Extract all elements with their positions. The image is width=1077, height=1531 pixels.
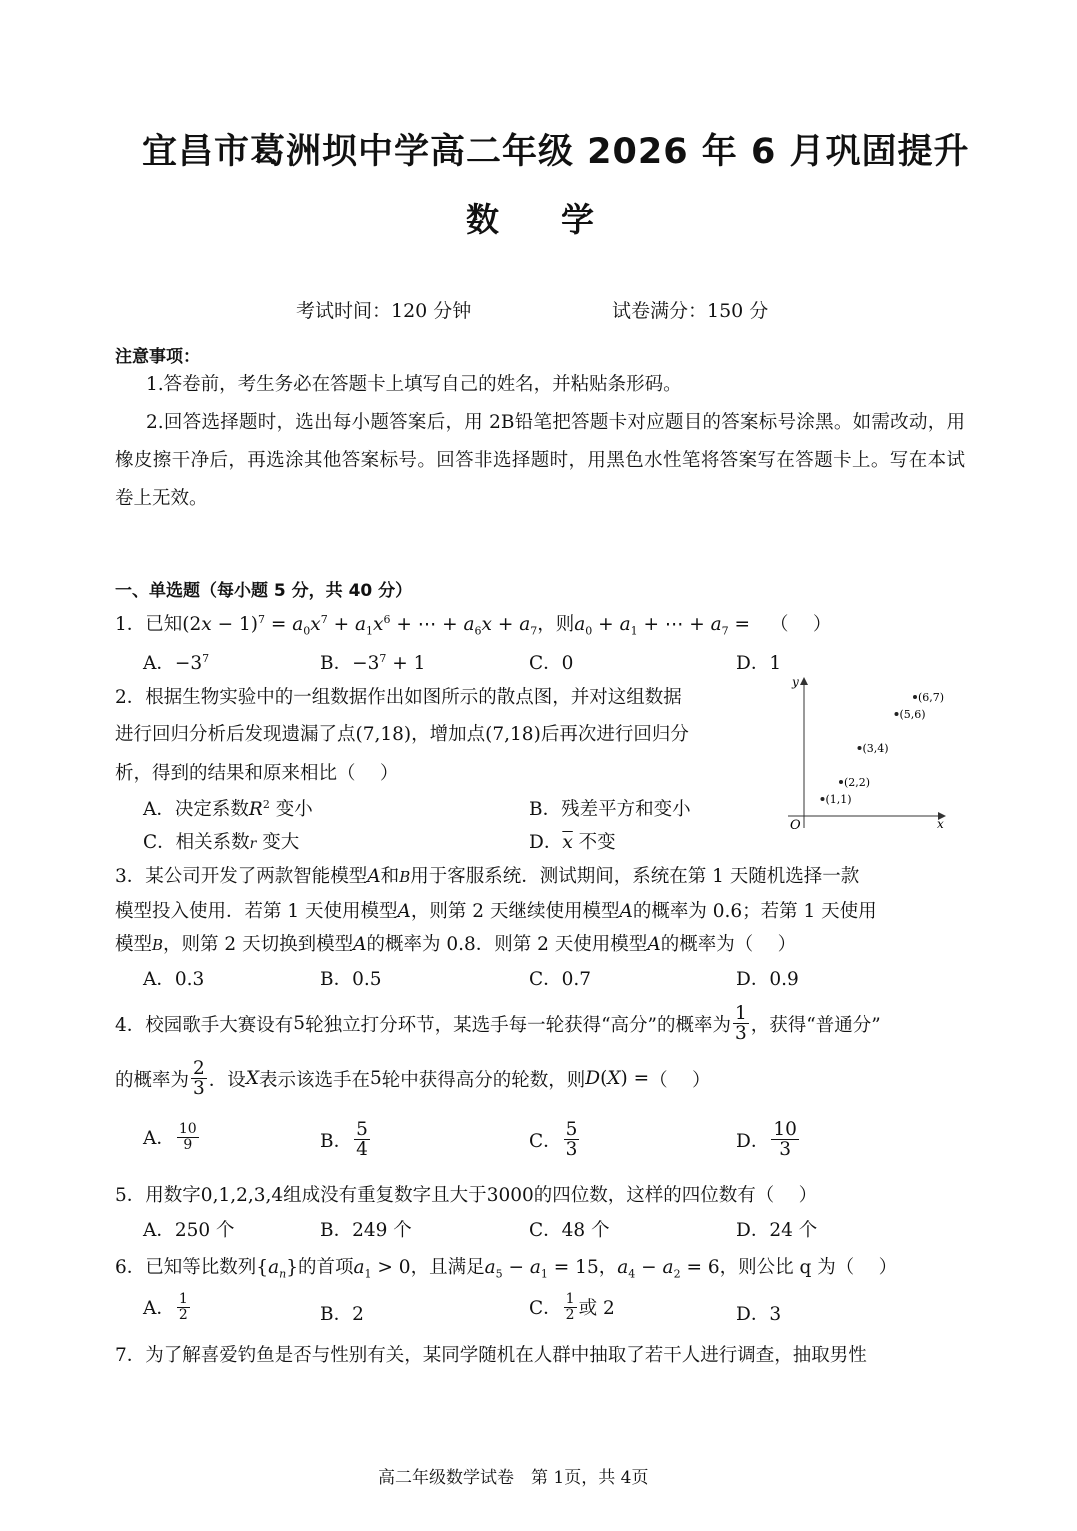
q5-option-d: D．24 个 bbox=[736, 1220, 818, 1241]
question-text: ，则第 2 天切换到模型 bbox=[163, 934, 354, 955]
x-axis-label: x bbox=[937, 817, 944, 831]
option-label: D． bbox=[736, 1130, 770, 1152]
option-label: A． bbox=[143, 1128, 175, 1150]
q5-option-b: B．249 个 bbox=[320, 1220, 412, 1241]
q3-option-a: A．0.3 bbox=[143, 969, 205, 990]
question-6 bbox=[115, 1253, 897, 1281]
answer-paren: （ ） bbox=[770, 614, 832, 635]
question-text: 的概率为（ ） bbox=[660, 934, 797, 955]
math-point: (7,18) bbox=[355, 724, 412, 745]
math-expression: $a_0 + a_1$ + ⋯ + $a_7$ = bbox=[574, 614, 751, 638]
question-text: 的概率为 bbox=[115, 1069, 190, 1091]
question-text: ，获得“普通分” bbox=[750, 1014, 881, 1036]
math-expression: $\{a_n\}$ bbox=[256, 1257, 298, 1281]
math-expression: $a_1 > 0$ bbox=[353, 1257, 411, 1281]
q2-option-b: B．残差平方和变小 bbox=[529, 799, 691, 820]
option-label: C． bbox=[529, 1298, 562, 1320]
question-text: 的概率为 0.8．则第 2 天使用模型 bbox=[366, 934, 648, 955]
question-text: 的四位数，这样的四位数有（ ） bbox=[533, 1185, 818, 1206]
question-text: 轮独立打分环节，某选手每一轮获得“高分”的概率为 bbox=[305, 1014, 731, 1036]
exam-title: 宜昌市葛洲坝中学高二年级 2026 年 6 月巩固提升 bbox=[142, 132, 970, 172]
scatter-point-label: (5,6) bbox=[899, 708, 926, 721]
q5-option-c: C．48 个 bbox=[529, 1220, 610, 1241]
question-2-line-1 bbox=[115, 683, 682, 709]
question-text: 的首项 bbox=[297, 1257, 354, 1278]
fraction-one-half: $\frac{1}{2}$ bbox=[178, 1291, 188, 1323]
q6-option-d: D．3 bbox=[736, 1304, 782, 1325]
question-number: 3． bbox=[115, 866, 146, 887]
q6-option-b: B．2 bbox=[320, 1304, 364, 1325]
question-number: 5． bbox=[115, 1185, 146, 1206]
scatter-point bbox=[858, 746, 862, 750]
question-number: 1． bbox=[115, 614, 146, 635]
math-expression: $(2x - 1)^7 = a_0x^7 + a_1x^6$ + ⋯ + $a_6x + a_7$ bbox=[182, 612, 538, 638]
question-text: 组成没有重复数字且大于 bbox=[283, 1185, 487, 1206]
question-4-line-2: 的概率为 $\frac{2}{3}$ ．设 X 表示该选手在 5 轮中获得高分的轮数，则 D(X) = （ ） bbox=[115, 1058, 711, 1100]
option-label: A． bbox=[143, 653, 175, 674]
question-4-line-1: 4． 校园歌手大赛设有 5 轮独立打分环节，某选手每一轮获得“高分”的概率为 $\frac{1}{3}$ ，获得“普通分” bbox=[115, 1003, 881, 1045]
scatter-point bbox=[821, 797, 825, 801]
question-text: 和 bbox=[380, 866, 400, 887]
notice-item-1: 1.答卷前，考生务必在答题卡上填写自己的姓名，并粘贴条形码。 bbox=[146, 374, 682, 395]
fraction: $\frac{10}{9}$ bbox=[178, 1121, 197, 1153]
exam-time: 考试时间：120 分钟 bbox=[296, 300, 472, 322]
option-label: A． bbox=[143, 1298, 175, 1320]
question-text: 为了解喜爱钓鱼是否与性别有关，某同学随机在人群中抽取了若干人进行调查，抽取男性 bbox=[145, 1345, 867, 1366]
question-text: ，则 bbox=[537, 614, 575, 635]
full-score: 试卷满分：150 分 bbox=[612, 300, 769, 322]
y-axis-label: y bbox=[792, 675, 799, 689]
notice-heading: 注意事项： bbox=[115, 347, 200, 367]
question-number: 4． bbox=[115, 1014, 146, 1036]
question-text: 某公司开发了两款智能模型 bbox=[145, 866, 368, 887]
page-footer: 高二年级数学试卷 第 1页，共 4页 bbox=[378, 1468, 649, 1488]
option-text: D． bbox=[529, 832, 563, 853]
question-3-line-1: 3．某公司开发了两款智能模型A和B用于客服系统．测试期间，系统在第 1 天随机选择一款 bbox=[115, 866, 860, 887]
q4-option-d bbox=[736, 1120, 801, 1160]
question-number: 2． bbox=[115, 687, 146, 708]
question-5 bbox=[115, 1181, 817, 1207]
q4-option-c bbox=[529, 1120, 581, 1160]
fraction-one-half: $\frac{1}{2}$ bbox=[565, 1291, 575, 1323]
question-text: 的概率为 0.6；若第 1 天使用 bbox=[632, 901, 877, 922]
question-text: 用于客服系统．测试期间，系统在第 1 天随机选择一款 bbox=[410, 866, 860, 887]
question-text: ，且满足 bbox=[410, 1257, 485, 1278]
question-text: 校园歌手大赛设有 bbox=[145, 1014, 294, 1036]
q1-option-b: B．$-3^7 + 1$ bbox=[320, 651, 426, 674]
scatter-point-label: (1,1) bbox=[825, 793, 852, 806]
scatter-point bbox=[895, 712, 899, 716]
question-text: 用数字 bbox=[145, 1185, 201, 1206]
question-text: （ ） bbox=[649, 1069, 711, 1091]
y-axis-arrow bbox=[800, 677, 808, 685]
math-number: 3000 bbox=[486, 1185, 534, 1206]
option-text: 变大 bbox=[262, 832, 300, 853]
q5-option-a: A．250 个 bbox=[143, 1220, 235, 1241]
question-number: 6． bbox=[115, 1257, 146, 1278]
question-text: ，增加点 bbox=[411, 724, 486, 745]
question-text: 模型 bbox=[115, 934, 153, 955]
question-text: ．设 bbox=[208, 1069, 246, 1091]
option-label: B． bbox=[320, 1130, 353, 1152]
option-label: B． bbox=[320, 653, 353, 674]
q3-option-c: C．0.7 bbox=[529, 969, 592, 990]
origin-label: O bbox=[790, 818, 801, 832]
question-text: ，则第 2 天继续使用模型 bbox=[410, 901, 620, 922]
q4-option-b bbox=[320, 1120, 372, 1160]
q6-option-a bbox=[143, 1292, 192, 1322]
question-text: 进行回归分析后发现遗漏了点 bbox=[115, 724, 356, 745]
question-text: ，则公比 q 为（ ） bbox=[719, 1257, 898, 1278]
fraction-one-third: $\frac{1}{3}$ bbox=[735, 1003, 747, 1045]
q3-option-d: D．0.9 bbox=[736, 969, 799, 990]
option-text: 不变 bbox=[578, 832, 616, 853]
fraction: $\frac{5}{3}$ bbox=[565, 1119, 578, 1161]
q3-option-b: B．0.5 bbox=[320, 969, 382, 990]
fraction: $\frac{5}{4}$ bbox=[356, 1119, 368, 1161]
q1-option-c: C．0 bbox=[529, 653, 574, 674]
question-1 bbox=[115, 610, 831, 638]
question-text: 已知 bbox=[145, 614, 183, 635]
scatter-point bbox=[913, 695, 917, 699]
notice-item-2: 2.回答选择题时，选出每小题答案后，用 2B铅笔把答题卡对应题目的答案标号涂黑。如需改动，用橡皮擦干净后，再选涂其他答案标号。回答非选择题时，用黑色水性笔将答案写在答题卡上。写在本试卷上无效。 bbox=[115, 412, 965, 509]
fraction-two-thirds: $\frac{2}{3}$ bbox=[193, 1058, 205, 1100]
option-text: A．决定系数 bbox=[143, 799, 249, 820]
q6-option-c bbox=[529, 1292, 615, 1322]
question-text: 已知等比数列 bbox=[145, 1257, 257, 1278]
q2-option-a: A．决定系数$R^2$ 变小 bbox=[143, 797, 313, 820]
question-2-line-3: 析，得到的结果和原来相比（ ） bbox=[115, 763, 399, 784]
q1-option-d: D．1 bbox=[736, 653, 782, 674]
q2-option-d: D．$\overline{x}$ 不变 bbox=[529, 832, 616, 853]
scatter-point-label: (2,2) bbox=[844, 776, 871, 789]
math-expression: $a_5 - a_1 = 15$，$a_4 - a_2 = 6$ bbox=[484, 1257, 720, 1281]
option-label: C． bbox=[529, 1130, 562, 1152]
math-digits: 0,1,2,3,4 bbox=[200, 1185, 284, 1206]
question-2-line-2 bbox=[115, 720, 689, 746]
math-point: (7,18) bbox=[485, 724, 541, 745]
question-number: 7． bbox=[115, 1345, 146, 1366]
scatter-point bbox=[839, 780, 843, 784]
option-text: 变小 bbox=[275, 799, 313, 820]
option-text: C．相关系数 bbox=[143, 832, 250, 853]
scatter-point-label: (3,4) bbox=[862, 742, 889, 755]
option-text: 或 2 bbox=[578, 1298, 615, 1320]
q2-option-c: C．相关系数r 变大 bbox=[143, 832, 300, 853]
scatter-point-label: (6,7) bbox=[918, 691, 945, 704]
question-text: 后再次进行回归分 bbox=[540, 724, 689, 745]
fraction: $\frac{10}{3}$ bbox=[773, 1119, 797, 1161]
question-3-line-2: 模型投入使用．若第 1 天使用模型A，则第 2 天继续使用模型A的概率为 0.6；若第 1 天使用 bbox=[115, 901, 877, 922]
subject-title: 数学 bbox=[466, 200, 656, 239]
q1-option-a: A．$-3^7$ bbox=[143, 651, 210, 674]
question-3-line-3: 模型B，则第 2 天切换到模型A的概率为 0.8．则第 2 天使用模型A的概率为（ ） bbox=[115, 934, 797, 955]
question-text: 根据生物实验中的一组数据作出如图所示的散点图，并对这组数据 bbox=[145, 687, 682, 708]
math-expression: D(X) = bbox=[585, 1068, 650, 1090]
question-text: 表示该选手在 bbox=[258, 1069, 370, 1091]
scatter-plot-figure bbox=[780, 672, 960, 832]
section-heading: 一、单选题（每小题 5 分，共 40 分） bbox=[115, 581, 413, 601]
question-7-line-1 bbox=[115, 1341, 867, 1367]
question-text: 模型投入使用．若第 1 天使用模型 bbox=[115, 901, 398, 922]
q4-option-a bbox=[143, 1122, 201, 1152]
question-text: 轮中获得高分的轮数，则 bbox=[381, 1069, 586, 1091]
